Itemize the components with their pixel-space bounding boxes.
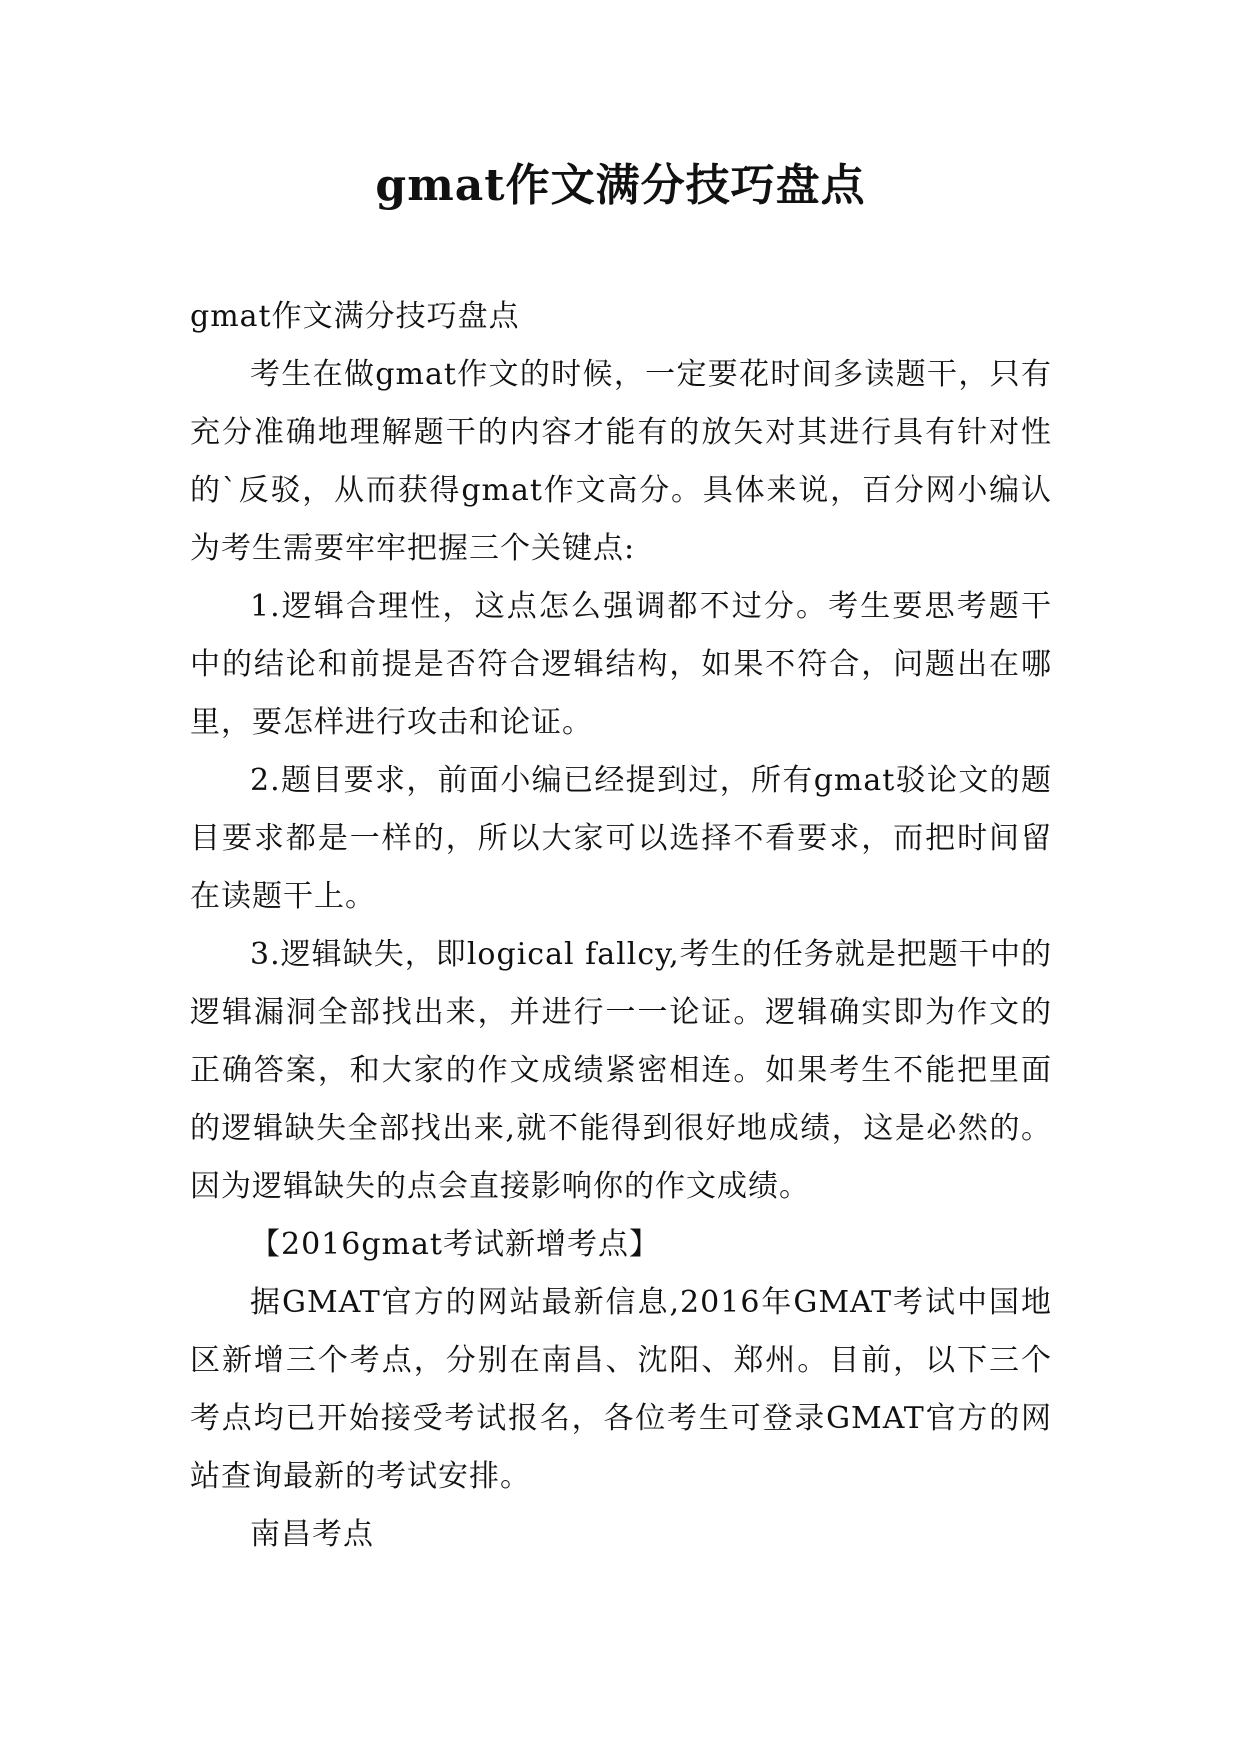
document-title: gmat作文满分技巧盘点 bbox=[375, 160, 866, 211]
section-heading-new-centers: 【2016gmat考试新增考点】 bbox=[250, 1227, 660, 1262]
paragraph-point-1: 1.逻辑合理性，这点怎么强调都不过分。考生要思考题干中的结论和前提是否符合逻辑结构，如果不符合，问题出在哪里，要怎样进行攻击和论证。 bbox=[190, 589, 1052, 740]
paragraph-point-3: 3.逻辑缺失，即logical fallcy,考生的任务就是把题干中的逻辑漏洞全部找出来，并进行一一论证。逻辑确实即为作文的正确答案，和大家的作文成绩紧密相连。如果考生不能把里面的逻辑缺失全部找出来,就不能得到很好地成绩，这是必然的。因为逻辑缺失的点会直接影响你的作文成绩。 bbox=[190, 937, 1052, 1204]
paragraph-point-2: 2.题目要求，前面小编已经提到过，所有gmat驳论文的题目要求都是一样的，所以大家可以选择不看要求，而把时间留在读题干上。 bbox=[190, 763, 1052, 914]
subheading-nanchang-center: 南昌考点 bbox=[250, 1517, 374, 1552]
paragraph-intro: 考生在做gmat作文的时候，一定要花时间多读题干，只有充分准确地理解题干的内容才能有的放矢对其进行具有针对性的`反驳，从而获得gmat作文高分。具体来说，百分网小编认为考生需要牢牢把握三个关键点: bbox=[190, 357, 1052, 566]
paragraph-new-centers: 据GMAT官方的网站最新信息,2016年GMAT考试中国地区新增三个考点，分别在南昌、沈阳、郑州。目前，以下三个考点均已开始接受考试报名，各位考生可登录GMAT官方的网站查询最新的考试安排。 bbox=[190, 1285, 1052, 1494]
document-body bbox=[190, 288, 1052, 1564]
document-subtitle: gmat作文满分技巧盘点 bbox=[190, 299, 520, 334]
